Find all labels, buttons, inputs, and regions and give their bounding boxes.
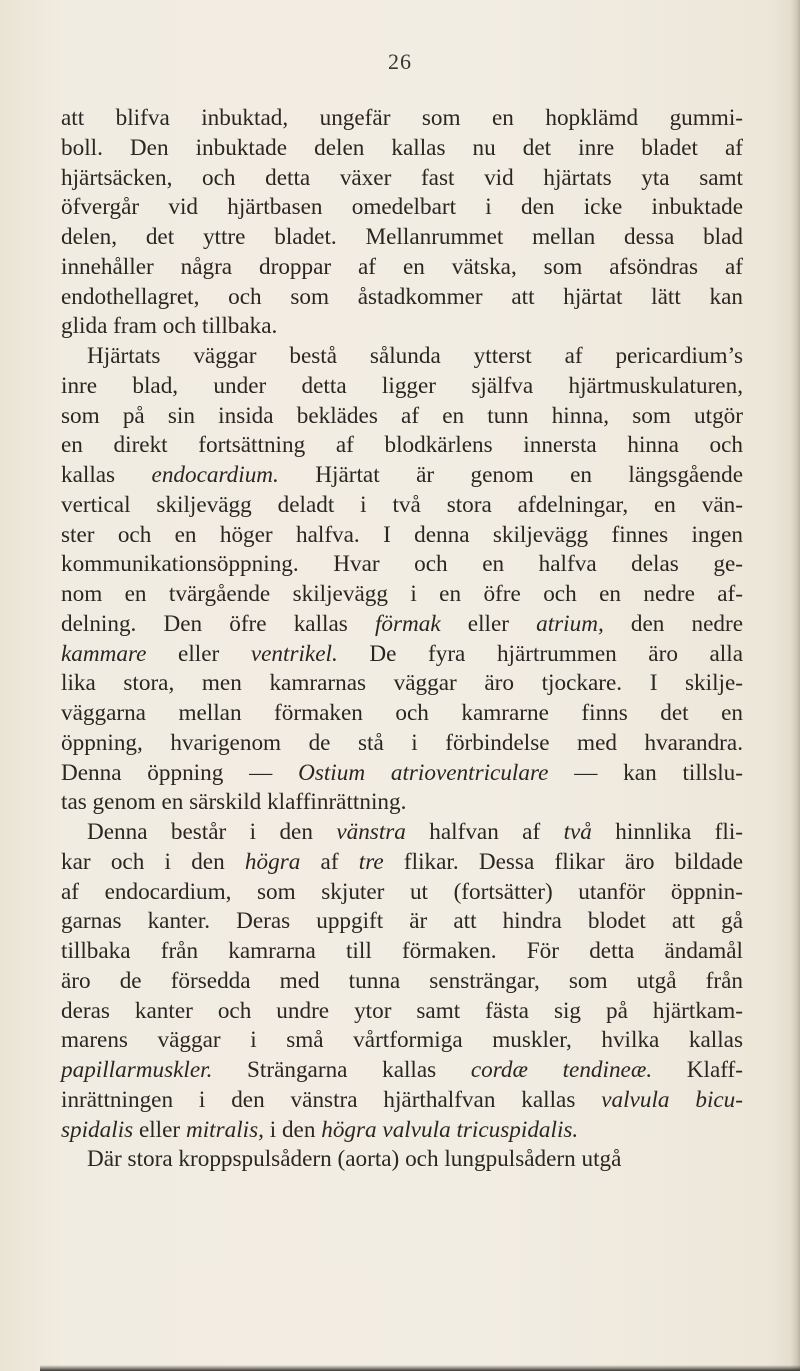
text-run: tas genom en särskild klaffinrättning. [61,789,407,816]
page-bottom-shadow [40,1365,800,1371]
text-line [61,402,743,432]
text-run: endothellagret, och som åstadkommer att hjärtat lätt kan [61,283,743,310]
text-line [61,1145,743,1175]
paragraph-p2 [61,342,743,818]
text-line [61,669,743,699]
italic-term: endocardium. [151,462,279,488]
text-run: väggarna mellan förmaken och kamrarne finns det en [61,700,743,726]
page-edge-shadow [790,0,800,1371]
text-line [61,521,743,551]
text-line [61,997,743,1027]
text-run: eller [146,640,251,667]
text-run: hinnlika fli- [591,819,743,845]
italic-term: spidalis [61,1116,134,1143]
text-line [61,253,743,283]
text-run: Hjärtats väggar bestå sålunda ytterst af pericardium’s [87,343,743,369]
text-run: lika stora, men kamrarnas väggar äro tjockare. I skilje- [61,670,743,697]
italic-term: atrium, [536,610,604,637]
italic-term: högra valvula tricuspidalis. [321,1116,579,1143]
text-line [61,580,743,610]
text-run: Klaff- [652,1057,743,1083]
text-run: Strängarna kallas [212,1057,471,1083]
text-run: halfvan af [405,819,564,845]
text-line [61,372,743,402]
text-line [61,818,743,848]
text-run: äro de försedda med tunna sensträngar, som utgå från [61,967,743,994]
paragraph-p1 [61,104,743,342]
italic-term: vänstra [336,819,406,845]
text-line [61,699,743,729]
text-run: De fyra hjärtrummen äro alla [337,640,743,667]
text-line [61,729,743,759]
italic-term: valvula bicu- [601,1086,743,1113]
text-run: Denna öppning — [61,759,299,786]
text-run: kar och i den [61,848,245,875]
italic-term: mitralis, [185,1116,264,1143]
text-line [61,640,743,670]
text-line [61,907,743,937]
text-run: den nedre [603,610,743,637]
italic-term: högra [244,848,301,875]
italic-term: förmak [374,610,441,637]
text-line [61,134,743,164]
text-line [61,342,743,372]
italic-term: cordæ tendineæ. [470,1057,653,1083]
text-run: deras kanter och undre ytor samt fästa sig på hjärtkam- [61,997,743,1024]
text-run: öfvergår vid hjärtbasen omedelbart i den icke inbuktade [61,194,743,221]
text-run: nom en tvärgående skiljevägg i en öfre och en nedre af- [61,581,743,607]
text-line [61,1116,743,1146]
text-run: — kan tillslu- [548,759,743,786]
paragraph-p4 [61,1145,743,1175]
text-line [61,491,743,521]
text-run: af [300,848,359,875]
text-run: kommunikationsöppning. Hvar och en halfva delas ge- [61,551,743,578]
text-line [61,550,743,580]
text-run: som på sin insida beklädes af en tunn hinna, som utgör [61,402,743,429]
text-line [61,164,743,194]
italic-term: kammare [61,640,147,667]
text-run: marens väggar i små vårtformiga muskler, hvilka kallas [61,1027,743,1054]
text-run: inre blad, under detta ligger själfva hjärtmuskulaturen, [61,372,743,399]
italic-term: tre [358,848,384,875]
text-line [61,223,743,253]
text-run: vertical skiljevägg deladt i två stora afdelningar, en vän- [61,491,743,518]
text-line [61,788,743,818]
text-line [61,610,743,640]
text-run: innehåller några droppar af en vätska, som afsöndras af [61,253,743,280]
text-run: Där stora kroppspulsådern (aorta) och lungpulsådern utgå [87,1146,622,1173]
text-line [61,283,743,313]
text-line [61,431,743,461]
text-run: boll. Den inbuktade delen kallas nu det inre bladet af [61,134,743,161]
text-line [61,937,743,967]
text-run: hjärtsäcken, och detta växer fast vid hjärtats yta samt [61,164,743,191]
text-line [61,848,743,878]
page-number: 26 [388,49,412,74]
text-line [61,104,743,134]
text-run: att blifva inbuktad, ungefär som en hopklämd gummi- [61,105,743,131]
text-run: eller [440,610,537,637]
text-line [61,967,743,997]
italic-term: två [563,819,592,845]
text-run: glida fram och tillbaka. [61,313,278,340]
text-run: en direkt fortsättning af blodkärlens innersta hinna och [61,432,743,459]
text-run: flikar. Dessa flikar äro bildade [383,848,743,875]
text-line [61,461,743,491]
text-line [61,878,743,908]
paragraph-p3 [61,818,743,1145]
text-run: delen, det yttre bladet. Mellanrummet mellan dessa blad [61,224,743,250]
text-run: ster och en höger halfva. I denna skiljevägg finnes ingen [61,521,743,548]
text-run: delning. Den öfre kallas [61,610,375,637]
text-run: garnas kanter. Deras uppgift är att hindra blodet att gå [61,908,743,935]
text-line [61,759,743,789]
text-run: eller [133,1116,186,1143]
text-run: tillbaka från kamrarna till förmaken. För detta ändamål [61,938,743,964]
text-run: Hjärtat är genom en längsgående [278,462,743,488]
italic-term: ventrikel. [250,640,338,667]
italic-term: Ostium atrioventriculare [298,759,549,786]
italic-term: papillarmuskler. [61,1057,213,1083]
text-run: af endocardium, som skjuter ut (fortsätter) utanför öppnin- [61,878,743,905]
text-line [61,193,743,223]
text-line [61,1026,743,1056]
text-run: inrättningen i den vänstra hjärthalfvan kallas [61,1086,602,1113]
text-line [61,312,743,342]
body-text [61,104,743,1175]
text-line [61,1056,743,1086]
text-run: kallas [61,462,152,488]
text-run: öppning, hvarigenom de stå i förbindelse med hvarandra. [61,729,743,756]
text-run: Denna består i den [87,819,337,845]
text-run: i den [263,1116,322,1143]
text-line [61,1086,743,1116]
